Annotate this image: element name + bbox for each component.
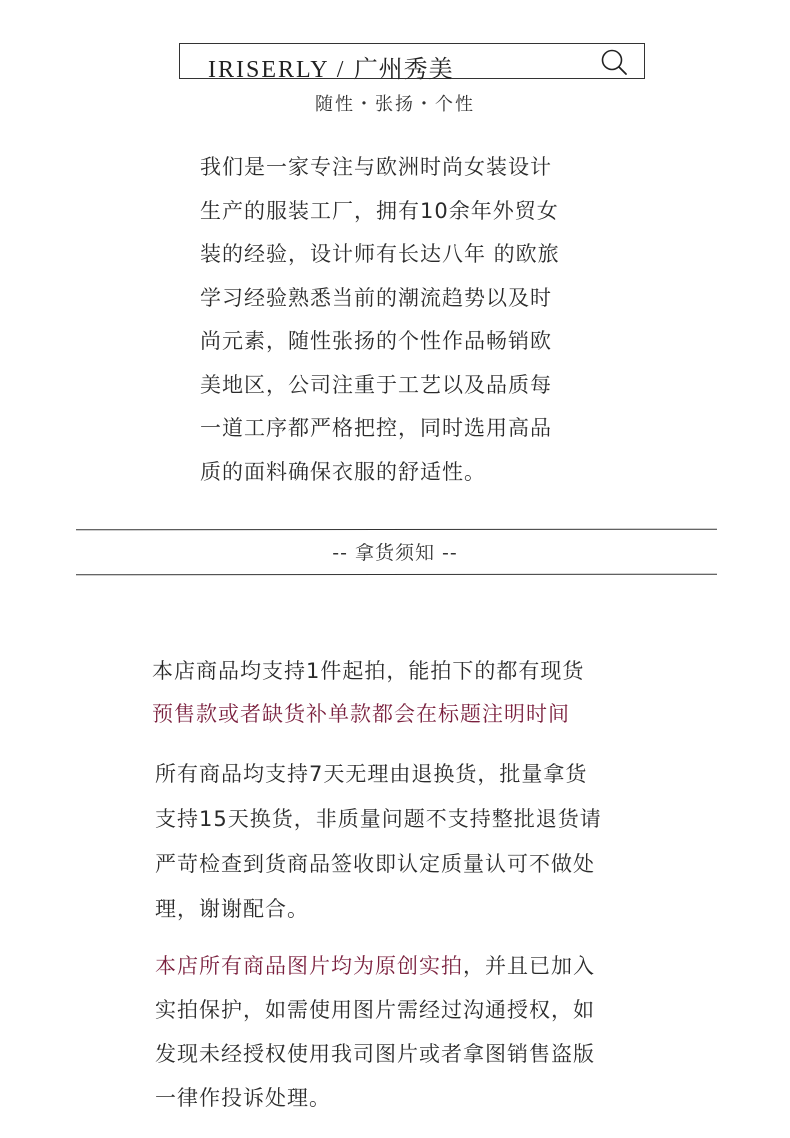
section-title: -- 拿货须知 -- [332, 542, 458, 564]
brand-chinese: 广州秀美 [353, 55, 454, 83]
intro-line: 我们是一家专注与欧洲时尚女装设计 [200, 155, 552, 179]
notice-line-accent: 预售款或者缺货补单款都会在标题注明时间 [152, 702, 570, 726]
intro-paragraph [200, 146, 620, 494]
notice-line: 实拍保护，如需使用图片需经过沟通授权，如 [155, 998, 595, 1022]
divider-bottom [76, 574, 717, 576]
notice-line: 严苛检查到货商品签收即认定质量认可不做处 [155, 852, 595, 876]
notice-block-3 [155, 944, 595, 1120]
notice-block-2 [155, 752, 602, 932]
brand-header [179, 43, 645, 83]
notice-line: 理，谢谢配合。 [155, 897, 309, 921]
intro-line: 美地区，公司注重于工艺以及品质每 [200, 372, 552, 397]
notice-text: ，并且已加入 [463, 954, 595, 978]
notice-line: 支持15天换货，非质量问题不支持整批退货请 [155, 807, 602, 831]
divider-top [76, 529, 717, 531]
notice-accent-text: 本店所有商品图片均为原创实拍 [155, 954, 463, 978]
intro-line: 装的经验，设计师有长达八年 的欧旅 [200, 242, 560, 266]
brand-latin: IRISERLY / [208, 57, 346, 83]
intro-line: 学习经验熟悉当前的潮流趋势以及时 [200, 285, 552, 310]
search-icon[interactable] [600, 48, 628, 76]
tagline: 随性・张扬・个性 [315, 94, 475, 115]
intro-line: 尚元素，随性张扬的个性作品畅销欧 [200, 329, 552, 353]
notice-line: 一律作投诉处理。 [155, 1086, 331, 1110]
notice-block-1 [152, 650, 584, 736]
brand-title [208, 49, 454, 84]
notice-line: 本店商品均支持1件起拍，能拍下的都有现货 [152, 659, 585, 683]
intro-line: 质的面料确保衣服的舒适性。 [200, 459, 486, 484]
intro-line: 生产的服装工厂，拥有10余年外贸女 [200, 198, 559, 223]
notice-line: 所有商品均支持7天无理由退换货，批量拿货 [155, 762, 588, 786]
intro-line: 一道工序都严格把控，同时选用高品 [200, 416, 552, 440]
notice-line [155, 944, 595, 988]
notice-line: 发现未经授权使用我司图片或者拿图销售盗版 [155, 1042, 595, 1066]
